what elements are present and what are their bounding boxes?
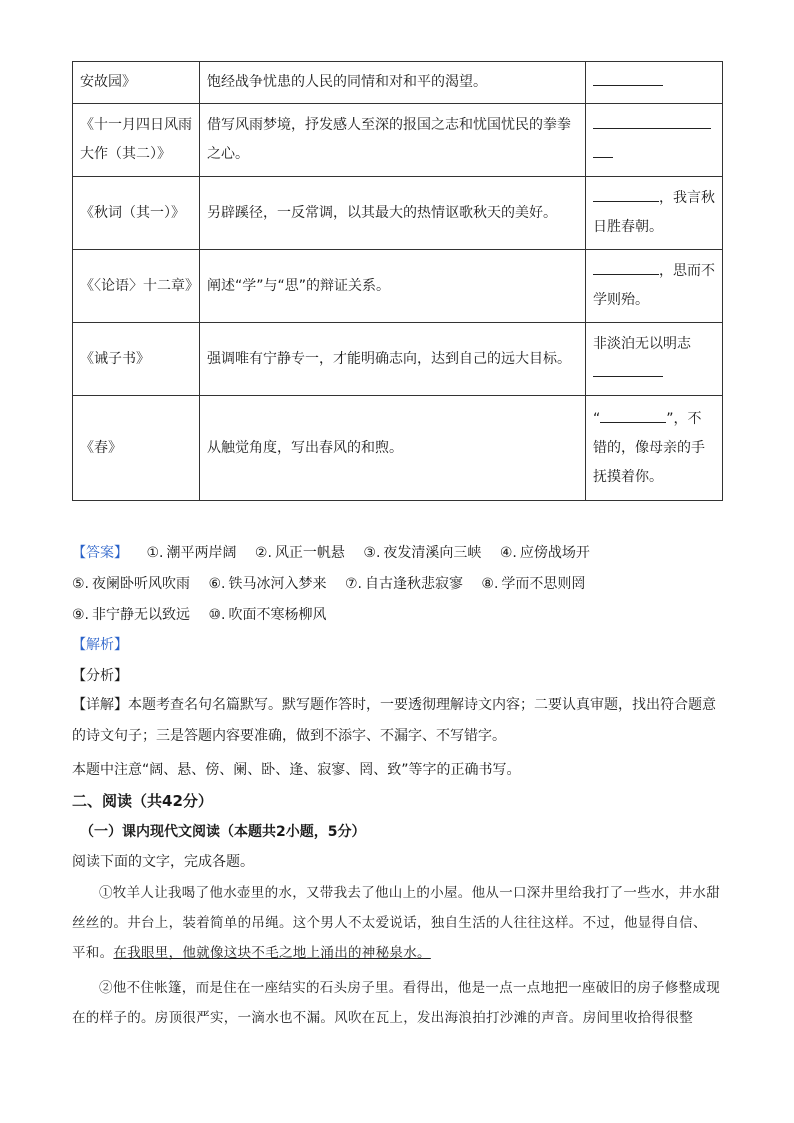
answer-tag: 【答案】 — [72, 545, 128, 561]
answer-number: ④. — [499, 545, 517, 561]
answer-blank — [593, 362, 663, 377]
fill-blank-cell — [586, 104, 723, 177]
answer-text: 应傍战场开 — [519, 545, 590, 561]
paragraph-text: ①牧羊人让我喝了他水壶里的水，又带我去了他山上的小屋。他从一口深井里给我打了一些水，井水甜丝丝的。井台上，装着简单的吊绳。这个男人不太爱说话，独自生活的人往往这样。不过，他显得自信、平和。 — [72, 885, 720, 961]
answer-number: ⑩. — [208, 607, 226, 623]
poem-title-cell: 《诫子书》 — [73, 323, 200, 396]
section-instruction: 阅读下面的文字，完成各题。 — [72, 854, 254, 870]
answer-number: ⑥. — [208, 576, 226, 592]
table-row — [73, 323, 723, 396]
answer-text: 自古逢秋悲寂寥 — [364, 576, 463, 592]
answer-item — [146, 545, 236, 561]
poem-content-cell: 阐述“学”与“思”的辩证关系。 — [200, 250, 586, 323]
answer-blank — [593, 260, 659, 275]
answer-number: ⑧. — [481, 576, 499, 592]
answer-item — [72, 607, 190, 623]
poem-title-cell: 安故园》 — [73, 62, 200, 104]
answer-number: ①. — [146, 545, 164, 561]
answer-text: 学而不思则罔 — [501, 576, 586, 592]
answer-text: 非宁静无以致远 — [92, 607, 191, 623]
fill-blank-cell — [586, 250, 723, 323]
analysis-tag: 【解析】 — [72, 637, 128, 653]
fill-blank-cell — [586, 323, 723, 396]
blank-suffix: ”，不错的，像母亲的手抚摸着你。 — [593, 410, 705, 485]
poem-title-cell: 《秋词（其一）》 — [73, 177, 200, 250]
answer-item — [208, 607, 326, 623]
blank-prefix: 非淡泊无以明志 — [593, 336, 691, 352]
answer-item — [255, 545, 345, 561]
table-row — [73, 104, 723, 177]
analysis-detail: 【详解】本题考查名句名篇默写。默写题作答时，一要透彻理解诗文内容；二要认真审题，找出符合题意的诗文句子；三是答题内容要准确，做到不添字、不漏字、不写错字。 — [72, 697, 716, 744]
answer-text: 铁马冰河入梦来 — [228, 576, 327, 592]
blank-suffix: ，我言秋日胜春朝。 — [593, 190, 715, 235]
answer-text: 夜发清溪向三峡 — [383, 545, 482, 561]
poem-table — [72, 61, 723, 501]
poem-content-cell: 另辟蹊径，一反常调，以其最大的热情讴歌秋天的美好。 — [200, 177, 586, 250]
fill-blank-cell — [586, 396, 723, 501]
poem-title-cell: 《春》 — [73, 396, 200, 501]
answer-text: 潮平两岸阔 — [166, 545, 237, 561]
analysis-note: 本题中注意“阔、悬、傍、阑、卧、逢、寂寥、罔、致”等字的正确书写。 — [72, 762, 521, 778]
blank-prefix: “ — [593, 410, 601, 427]
fenxi-tag: 【分析】 — [72, 668, 128, 684]
answer-text: 夜阑卧听风吹雨 — [92, 576, 191, 592]
passage-paragraph-1 — [72, 878, 720, 968]
fill-blank-cell — [586, 62, 723, 104]
underlined-sentence: 在我眼里，他就像这块不毛之地上涌出的神秘泉水。 — [113, 945, 431, 961]
poem-title-cell: 《十一月四日风雨大作（其二）》 — [73, 104, 200, 177]
answer-item — [481, 576, 585, 592]
table-row — [73, 396, 723, 501]
poem-content-cell: 强调唯有宁静专一，才能明确志向，达到自己的远大目标。 — [200, 323, 586, 396]
table-row — [73, 177, 723, 250]
section-subheading: （一）课内现代文阅读（本题共2小题，5分） — [80, 824, 366, 840]
answer-text: 风正一帆悬 — [274, 545, 345, 561]
answer-item — [345, 576, 463, 592]
answer-number: ②. — [254, 545, 272, 561]
poem-title-cell: 《〈论语〉十二章》 — [73, 250, 200, 323]
answer-number: ③. — [363, 545, 381, 561]
table-row — [73, 250, 723, 323]
answer-item — [363, 545, 481, 561]
answer-blank — [600, 408, 666, 423]
answer-item — [208, 576, 326, 592]
answer-blank — [593, 114, 711, 129]
blank-suffix: ，思而不学则殆。 — [593, 263, 715, 308]
answer-item — [72, 576, 190, 592]
answer-blank — [593, 187, 659, 202]
section-heading: 二、阅读（共42分） — [72, 792, 213, 810]
answer-number: ⑨. — [72, 607, 90, 623]
answer-block — [72, 538, 722, 631]
poem-content-cell: 从触觉角度，写出春风的和煦。 — [200, 396, 586, 501]
passage-paragraph-2: ②他不住帐篷，而是住在一座结实的石头房子里。看得出，他是一点一点地把一座破旧的房子修整成现在的样子的。房顶很严实，一滴水也不漏。风吹在瓦上，发出海浪拍打沙滩的声音。房间里收拾得很整 — [72, 980, 720, 1026]
fill-blank-cell — [586, 177, 723, 250]
table-row — [73, 62, 723, 104]
answer-text: 吹面不寒杨柳风 — [228, 607, 327, 623]
answer-number: ⑤. — [72, 576, 90, 592]
answer-number: ⑦. — [344, 576, 362, 592]
answer-blank — [593, 143, 613, 158]
poem-content-cell: 饱经战争忧患的人民的同情和对和平的渴望。 — [200, 62, 586, 104]
poem-content-cell: 借写风雨梦境，抒发感人至深的报国之志和忧国忧民的拳拳之心。 — [200, 104, 586, 177]
answer-blank — [593, 71, 663, 86]
answer-item — [500, 545, 590, 561]
